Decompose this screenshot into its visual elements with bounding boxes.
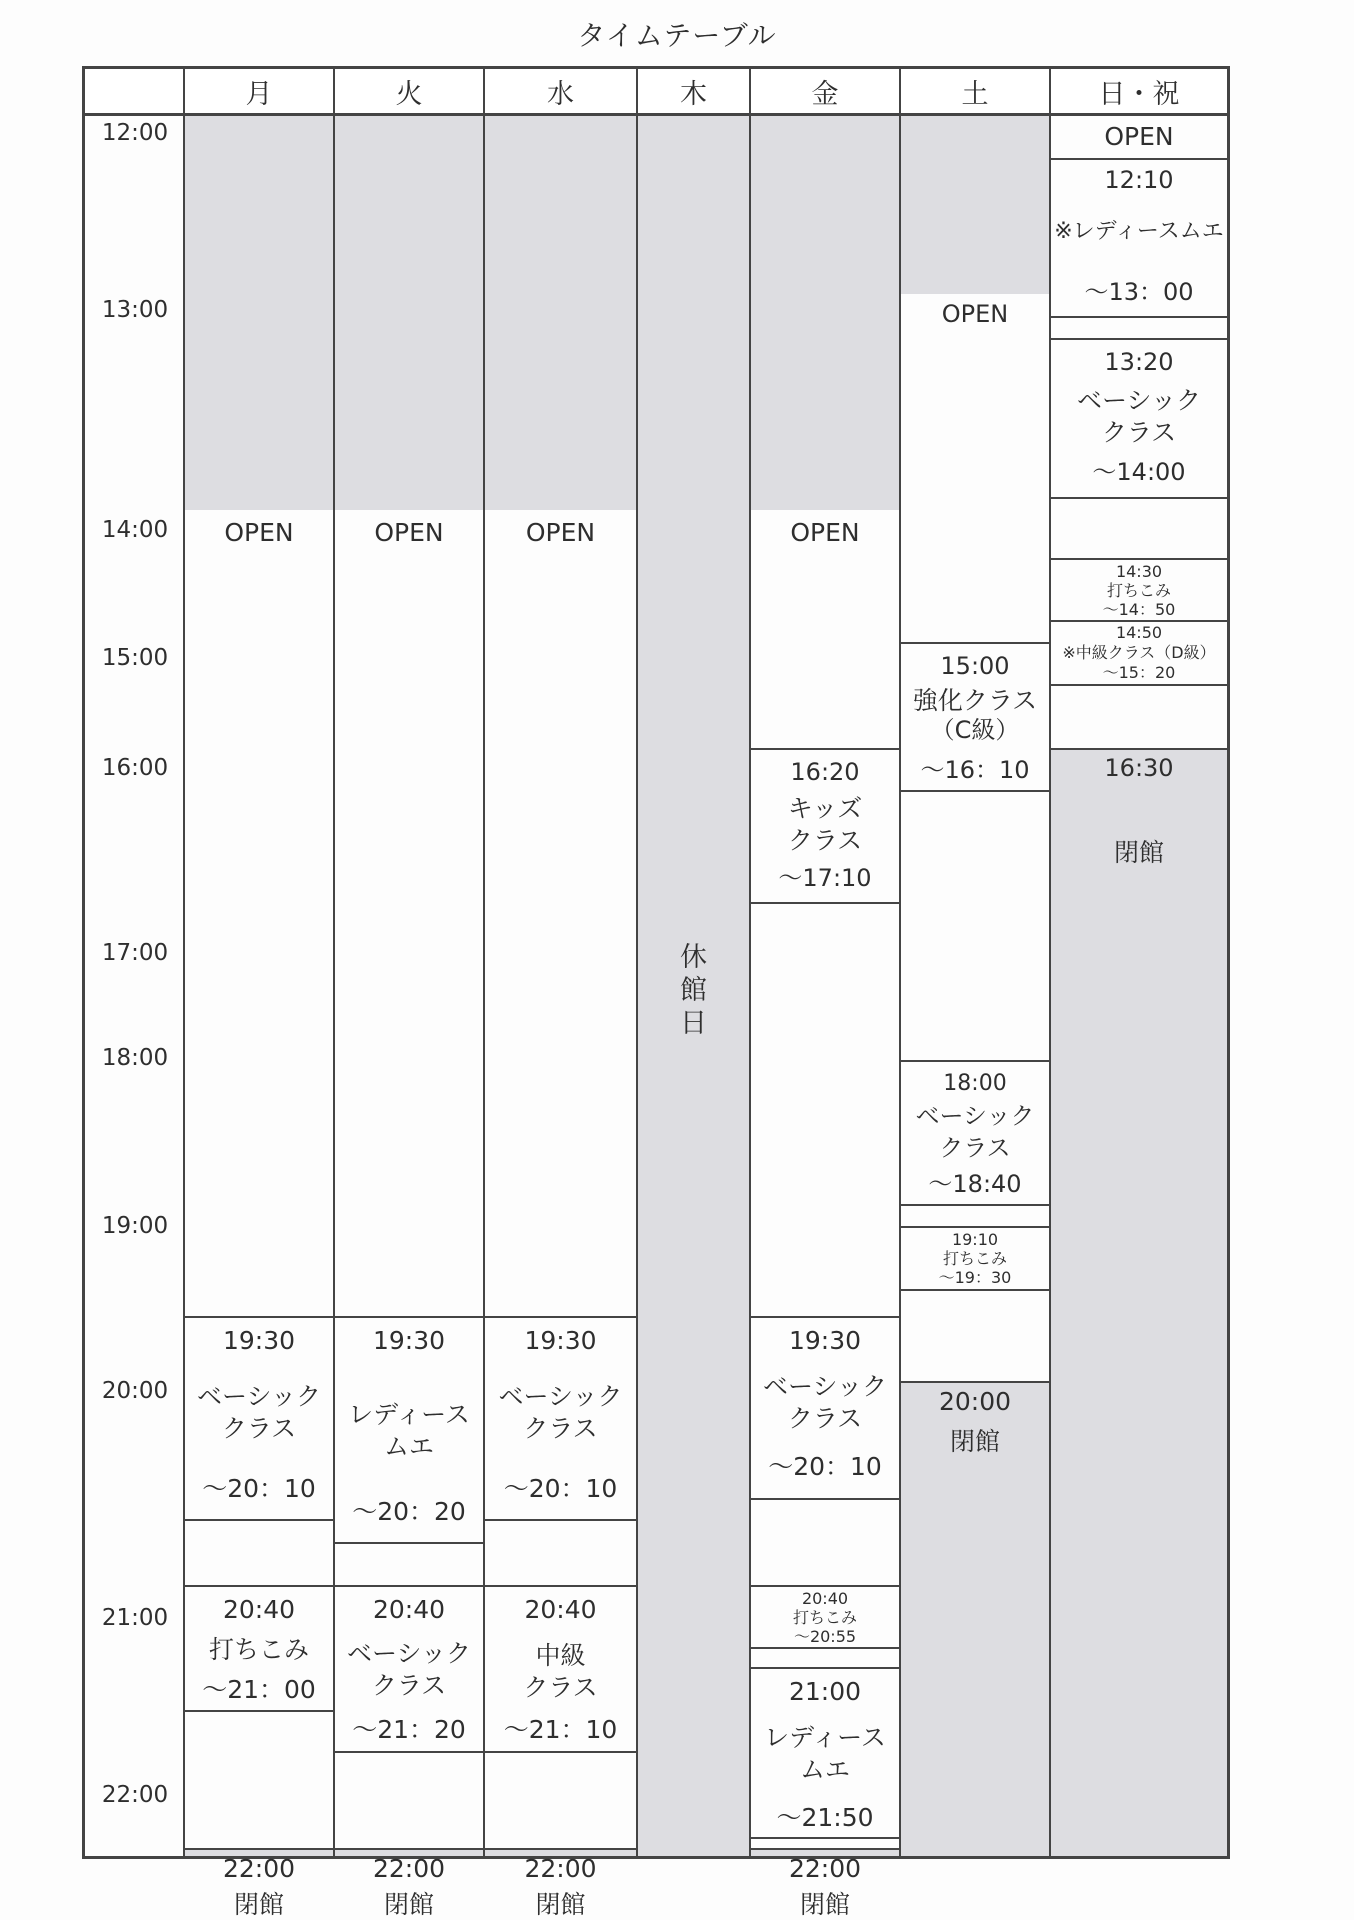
time-label: 12:00 — [101, 120, 169, 146]
class-name: クラス — [221, 1414, 297, 1443]
closed-block — [901, 116, 1049, 294]
close-label: 閉館 — [799, 1890, 850, 1919]
gap-block — [485, 1521, 636, 1587]
class-end: ～16：10 — [920, 756, 1030, 784]
closed-day-char: 館 — [680, 975, 707, 1006]
class-end: ～13：00 — [1084, 278, 1194, 306]
gap-block — [901, 1291, 1049, 1383]
close-time: 16:30 — [1104, 754, 1174, 782]
class-name: ※中級クラス（D級） — [1062, 643, 1216, 662]
class-name: クラス — [939, 1134, 1011, 1162]
class-name: クラス — [523, 1673, 598, 1702]
class-end: ～21：20 — [352, 1715, 466, 1744]
class-start: 19:30 — [788, 1326, 862, 1355]
class-block — [751, 1669, 899, 1839]
gap-block — [901, 792, 1049, 1062]
class-end: ～20:55 — [793, 1627, 857, 1646]
column-tue — [335, 116, 485, 1919]
time-label: 14:00 — [101, 517, 169, 543]
class-name: ベーシック — [498, 1382, 623, 1411]
open-block — [751, 510, 899, 750]
class-end: ～19：30 — [938, 1268, 1012, 1287]
class-block — [901, 644, 1049, 792]
class-block — [901, 1228, 1049, 1291]
class-name: 打ちこみ — [792, 1608, 857, 1627]
class-name: ベーシック — [346, 1639, 471, 1668]
time-label: 13:00 — [101, 297, 169, 323]
class-block — [901, 1062, 1049, 1206]
close-time: 22:00 — [372, 1854, 446, 1883]
column-sun-holiday — [1051, 116, 1227, 1856]
closed-block — [751, 116, 899, 510]
class-name: （C級） — [930, 716, 1020, 744]
class-start: 20:40 — [801, 1589, 849, 1608]
class-name: 打ちこみ — [1106, 581, 1171, 600]
class-start: 19:10 — [951, 1230, 999, 1249]
class-name: 打ちこみ — [208, 1635, 309, 1664]
class-end: ～14：50 — [1102, 600, 1176, 619]
class-name: ベーシック — [196, 1382, 321, 1411]
gap-block — [751, 1649, 899, 1669]
close-label: 閉館 — [1113, 838, 1164, 867]
closed-day-char: 日 — [680, 1008, 707, 1039]
time-column — [85, 116, 185, 1856]
class-name: ムエ — [383, 1432, 434, 1461]
close-time: 20:00 — [938, 1387, 1012, 1416]
close-time: 22:00 — [524, 1854, 597, 1883]
class-start: 19:30 — [222, 1326, 296, 1355]
closed-block — [185, 116, 333, 510]
class-end: ～17:10 — [778, 864, 872, 892]
class-block — [1051, 160, 1227, 318]
class-name: 中級 — [535, 1641, 586, 1670]
gap-block — [901, 1206, 1049, 1228]
class-start: 19:30 — [372, 1326, 446, 1355]
closed-block — [485, 116, 636, 510]
class-end: ～21：00 — [202, 1675, 316, 1704]
class-start: 20:40 — [524, 1595, 597, 1624]
class-end: ～20：10 — [503, 1474, 618, 1503]
class-block — [335, 1318, 483, 1544]
class-block — [751, 1587, 899, 1649]
class-start: 12:10 — [1104, 166, 1174, 194]
open-label: OPEN — [941, 300, 1009, 328]
closed-block — [335, 116, 483, 510]
class-name: ベーシック — [1076, 386, 1201, 415]
header-mon: 月 — [185, 69, 335, 116]
gap-block — [751, 904, 899, 1318]
time-label: 21:00 — [101, 1605, 169, 1631]
open-block — [335, 510, 483, 1318]
close-time: 22:00 — [222, 1854, 296, 1883]
class-block — [1051, 340, 1227, 499]
class-block — [751, 750, 899, 904]
class-block — [751, 1318, 899, 1500]
header-corner — [85, 69, 185, 116]
class-name: クラス — [523, 1414, 598, 1443]
time-label: 20:00 — [101, 1378, 169, 1404]
class-name: 打ちこみ — [942, 1249, 1007, 1268]
open-block — [901, 294, 1049, 644]
open-block — [1051, 116, 1227, 160]
time-label: 17:00 — [101, 940, 169, 966]
closing-block — [751, 1850, 899, 1919]
class-name: ベーシック — [915, 1102, 1035, 1130]
class-name: キッズ — [787, 794, 863, 823]
class-end: ～15：20 — [1102, 663, 1176, 682]
column-fri — [751, 116, 901, 1919]
class-start: 14:50 — [1115, 623, 1163, 642]
time-label: 19:00 — [101, 1213, 169, 1239]
open-label: OPEN — [790, 518, 860, 547]
close-label: 閉館 — [949, 1427, 1000, 1456]
time-label: 22:00 — [101, 1782, 169, 1808]
closed-day-char: 休 — [680, 942, 707, 973]
closing-block — [485, 1850, 636, 1919]
gap-block — [335, 1753, 483, 1850]
header-tue: 火 — [335, 69, 485, 116]
gap-block — [185, 1521, 333, 1587]
header-sat: 土 — [901, 69, 1051, 116]
class-start: 20:40 — [372, 1595, 446, 1624]
close-label: 閉館 — [233, 1890, 284, 1919]
gap-block — [335, 1544, 483, 1587]
class-end: ～20：10 — [768, 1452, 882, 1481]
class-block — [185, 1318, 333, 1521]
class-start: 13:20 — [1104, 348, 1174, 376]
gap-block — [1051, 686, 1227, 750]
class-end: ～21：10 — [503, 1715, 618, 1744]
gap-block — [485, 1753, 636, 1850]
time-label: 15:00 — [101, 645, 169, 671]
closing-block — [185, 1850, 333, 1919]
close-label: 閉館 — [535, 1890, 586, 1919]
class-start: 19:30 — [524, 1326, 597, 1355]
open-label: OPEN — [525, 518, 596, 547]
header-fri: 金 — [751, 69, 901, 116]
class-block — [335, 1587, 483, 1753]
class-name: ※レディースムエ — [1054, 219, 1224, 244]
close-time: 22:00 — [788, 1854, 862, 1883]
closing-block — [901, 1383, 1049, 1856]
class-block — [485, 1318, 636, 1521]
class-end: ～14:00 — [1092, 458, 1186, 486]
time-label: 16:00 — [101, 755, 169, 781]
class-start: 21:00 — [788, 1677, 862, 1706]
timetable — [82, 66, 1230, 1919]
page-title: タイムテーブル — [577, 19, 777, 52]
class-name: レディース — [764, 1723, 886, 1752]
class-name: 強化クラス — [912, 686, 1038, 715]
class-name: ベーシック — [762, 1372, 887, 1401]
header-wed: 水 — [485, 69, 638, 116]
column-thu — [638, 116, 751, 1856]
gap-block — [751, 1839, 899, 1850]
gap-block — [751, 1500, 899, 1587]
class-name: クラス — [787, 826, 863, 855]
open-label: OPEN — [1104, 122, 1174, 151]
class-block — [1051, 560, 1227, 622]
class-name: クラス — [371, 1671, 447, 1700]
open-block — [485, 510, 636, 1318]
class-name: クラス — [787, 1404, 863, 1433]
class-end: ～20：20 — [352, 1497, 466, 1526]
class-start: 20:40 — [222, 1595, 296, 1624]
class-start: 15:00 — [940, 652, 1010, 680]
class-end: ～20：10 — [202, 1474, 316, 1503]
close-label: 閉館 — [383, 1890, 434, 1919]
class-end: ～21:50 — [776, 1803, 874, 1832]
open-label: OPEN — [374, 518, 444, 547]
column-sat — [901, 116, 1051, 1856]
class-start: 18:00 — [943, 1071, 1007, 1096]
header-sun-holiday: 日・祝 — [1051, 69, 1227, 116]
class-end: ～18:40 — [928, 1170, 1022, 1198]
gap-block — [185, 1712, 333, 1850]
gap-block — [1051, 318, 1227, 340]
gap-block — [1051, 499, 1227, 560]
closing-block — [1051, 750, 1227, 1856]
column-mon — [185, 116, 335, 1919]
class-block — [1051, 622, 1227, 686]
time-label: 18:00 — [101, 1045, 169, 1071]
header-thu: 木 — [638, 69, 751, 116]
class-block — [485, 1587, 636, 1753]
open-label: OPEN — [224, 518, 294, 547]
class-name: クラス — [1101, 418, 1177, 447]
column-wed — [485, 116, 638, 1919]
closing-block — [335, 1850, 483, 1919]
class-start: 16:20 — [790, 758, 860, 786]
class-name: レディース — [348, 1400, 470, 1429]
class-start: 14:30 — [1115, 562, 1163, 581]
open-block — [185, 510, 333, 1318]
class-name: ムエ — [799, 1755, 850, 1784]
class-block — [185, 1587, 333, 1712]
